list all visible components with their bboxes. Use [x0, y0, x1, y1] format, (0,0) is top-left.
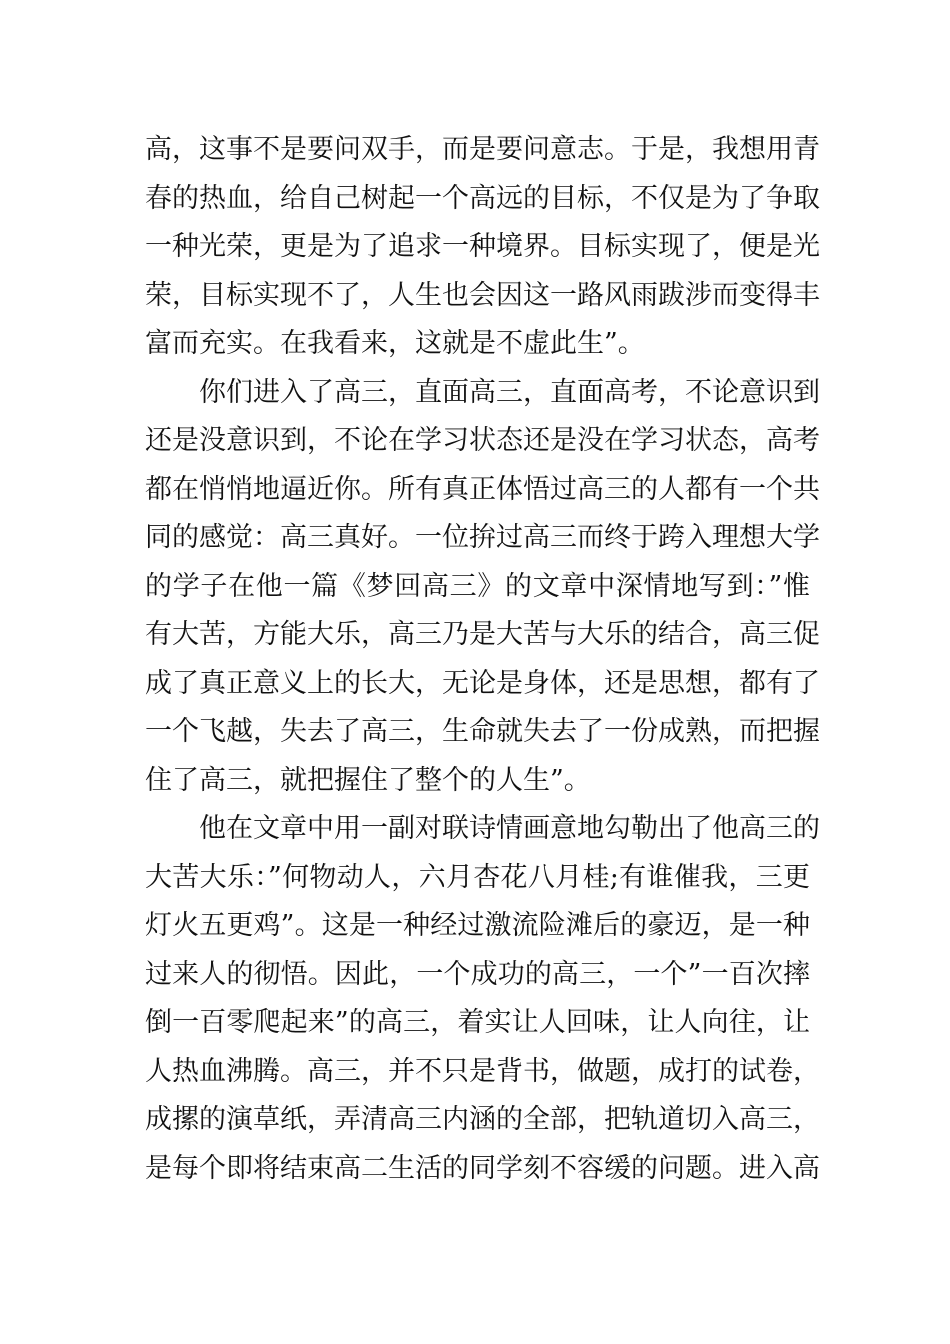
paragraph-3-line-7: 成摞的演草纸，弄清高三内涵的全部，把轨道切入高三， [145, 1104, 820, 1135]
paragraph-1-line-2: 春的热血，给自己树起一个高远的目标，不仅是为了争取 [145, 182, 820, 214]
paragraph-2-line-7: 成了真正意义上的长大，无论是身体，还是思想，都有了 [145, 667, 820, 699]
paragraph-1-line-3: 一种光荣，更是为了追求一种境界。目标实现了，便是光 [145, 231, 820, 262]
paragraph-1-line-1: 高，这事不是要问双手，而是要问意志。于是，我想用青 [145, 134, 820, 165]
paragraph-2-line-2: 还是没意识到，不论在学习状态还是没在学习状态，高考 [145, 425, 820, 456]
paragraph-2-line-4: 同的感觉：高三真好。一位拚过高三而终于跨入理想大学 [145, 522, 820, 553]
paragraph-2-line-9: 住了高三，就把握住了整个的人生”。 [145, 764, 591, 796]
paragraph-3-line-6: 人热血沸腾。高三，并不只是背书，做题，成打的试卷， [145, 1055, 820, 1087]
paragraph-3-line-2: 大苦大乐：”何物动人，六月杏花八月桂;有谁催我，三更 [145, 861, 810, 893]
paragraph-3-line-3: 灯火五更鸡”。这是一种经过激流险滩后的豪迈，是一种 [145, 910, 810, 941]
paragraph-1-line-5: 富而充实。在我看来，这就是不虚此生”。 [145, 328, 645, 359]
body-text [145, 126, 820, 1193]
paragraph-2-line-1: 你们进入了高三，直面高三，直面高考，不论意识到 [199, 376, 820, 408]
paragraph-1-line-4: 荣，目标实现不了，人生也会因这一路风雨跋涉而变得丰 [145, 279, 820, 311]
paragraph-3-line-1: 他在文章中用一副对联诗情画意地勾勒出了他高三的 [199, 813, 820, 844]
paragraph-3-line-4: 过来人的彻悟。因此，一个成功的高三，一个”一百次摔 [145, 958, 810, 990]
paragraph-3-line-5: 倒一百零爬起来”的高三，着实让人回味，让人向往，让 [145, 1007, 810, 1038]
paragraph-2-line-6: 有大苦，方能大乐，高三乃是大苦与大乐的结合，高三促 [145, 619, 820, 650]
paragraph-3-line-8: 是每个即将结束高二生活的同学刻不容缓的问题。进入高 [145, 1152, 820, 1184]
paragraph-2-line-5: 的学子在他一篇《梦回高三》的文章中深情地写到：”惟 [145, 570, 810, 602]
paragraph-2-line-3: 都在悄悄地逼近你。所有真正体悟过高三的人都有一个共 [145, 473, 820, 505]
paragraph-2-line-8: 一个飞越，失去了高三，生命就失去了一份成熟，而把握 [145, 716, 820, 747]
